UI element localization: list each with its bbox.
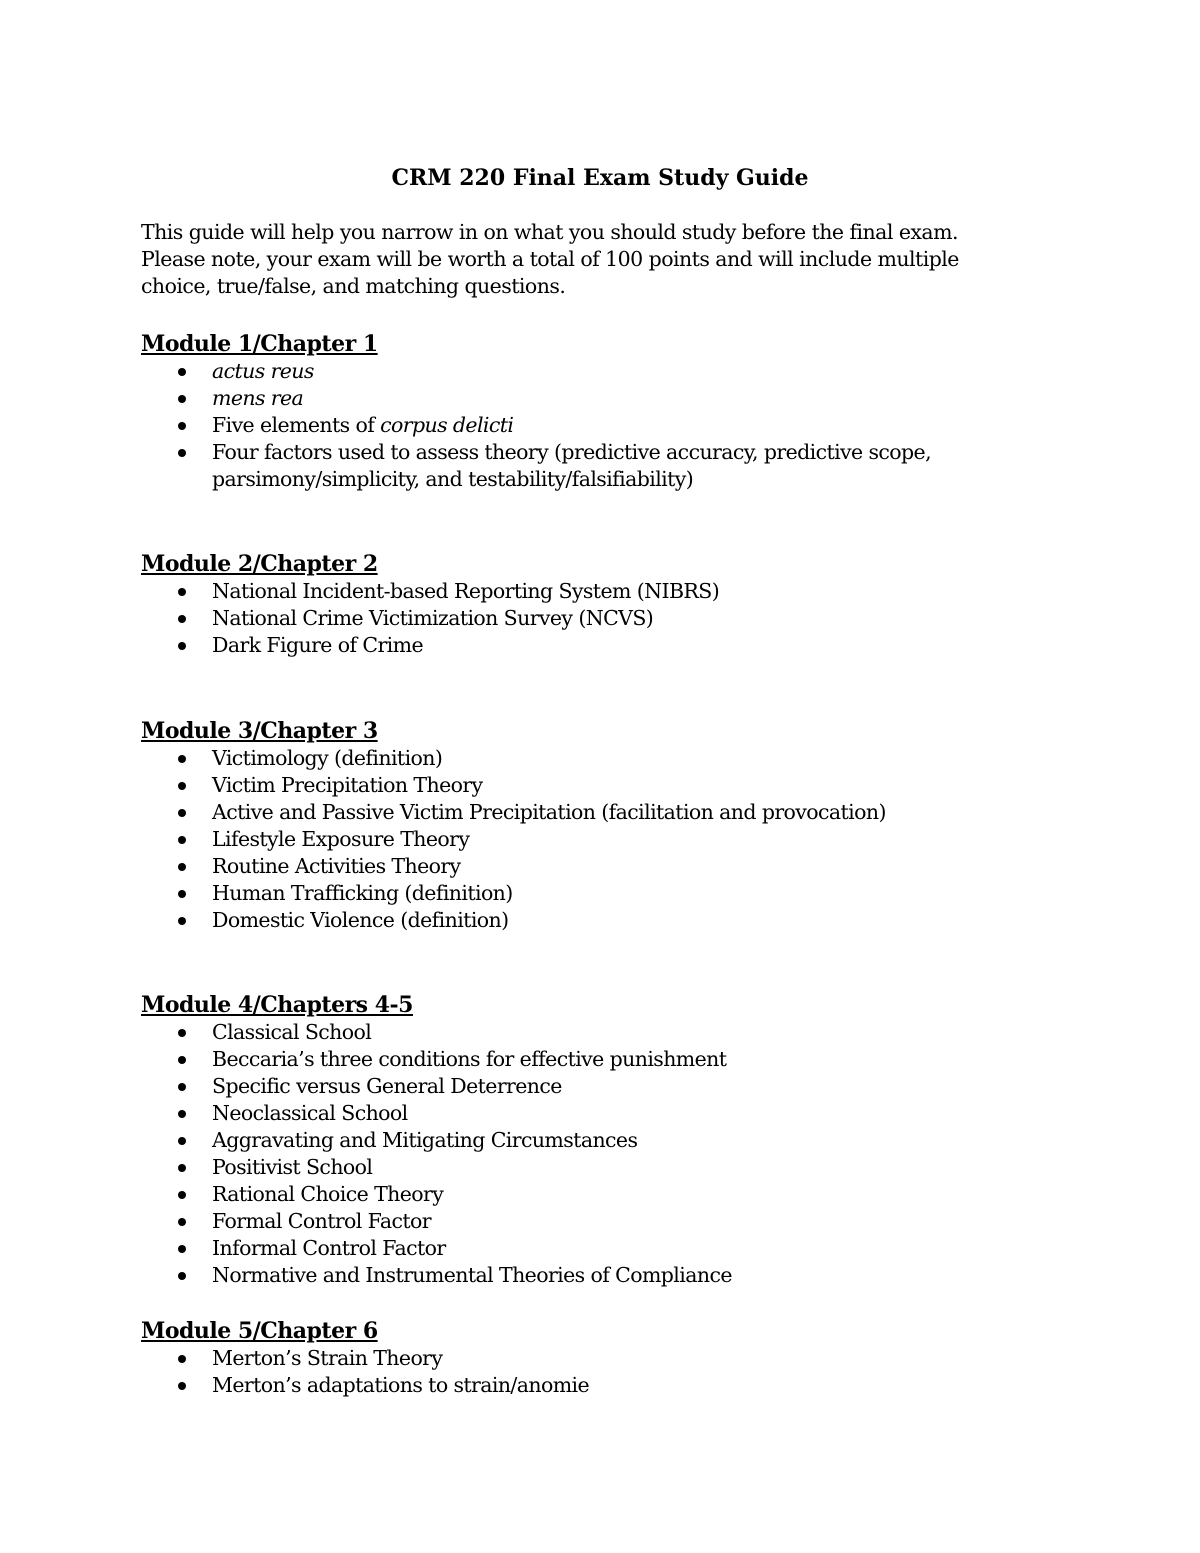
module-heading: Module 5/Chapter 6 xyxy=(141,1318,378,1344)
bullet-icon xyxy=(178,422,186,430)
bullet-list xyxy=(141,1345,1071,1399)
list-item-text: Victimology (definition) xyxy=(212,746,443,770)
module-heading: Module 4/Chapters 4-5 xyxy=(141,992,413,1018)
list-item-text: Specific versus General Deterrence xyxy=(212,1074,562,1098)
bullet-icon xyxy=(178,1382,186,1390)
bullet-icon xyxy=(178,588,186,596)
bullet-list xyxy=(141,358,1071,493)
bullet-icon xyxy=(178,1272,186,1280)
list-item-text: Lifestyle Exposure Theory xyxy=(212,827,470,851)
list-item-text: Rational Choice Theory xyxy=(212,1182,444,1206)
module-heading: Module 3/Chapter 3 xyxy=(141,718,378,744)
bullet-icon xyxy=(178,1355,186,1363)
bullet-icon xyxy=(178,782,186,790)
list-item-text: Neoclassical School xyxy=(212,1101,408,1125)
list-item-text: Victim Precipitation Theory xyxy=(212,773,483,797)
list-item xyxy=(141,578,1071,605)
list-item-text: National Incident-based Reporting System (NIBRS) xyxy=(212,579,720,603)
module-2-section xyxy=(141,551,1071,659)
bullet-icon xyxy=(178,615,186,623)
bullet-icon xyxy=(178,836,186,844)
list-item-text: Human Trafficking (definition) xyxy=(212,881,513,905)
list-item xyxy=(141,1345,1071,1372)
list-item-text: Five elements of corpus delicti xyxy=(212,413,514,437)
module-4-section xyxy=(141,992,1071,1289)
bullet-icon xyxy=(178,1056,186,1064)
module-3-section xyxy=(141,718,1071,934)
list-item-text: Normative and Instrumental Theories of Compliance xyxy=(212,1263,732,1287)
bullet-list xyxy=(141,578,1071,659)
module-1-section xyxy=(141,331,1071,493)
list-item-text: actus reus xyxy=(212,359,314,383)
bullet-icon xyxy=(178,1029,186,1037)
intro-line: Please note, your exam will be worth a total of 100 points and will include multiple xyxy=(141,247,959,271)
bullet-icon xyxy=(178,1191,186,1199)
intro-paragraph xyxy=(141,219,1041,300)
list-item xyxy=(141,1372,1071,1399)
bullet-icon xyxy=(178,890,186,898)
list-item-text: Beccaria’s three conditions for effective punishment xyxy=(212,1047,727,1071)
bullet-icon xyxy=(178,1110,186,1118)
bullet-icon xyxy=(178,449,186,457)
list-item-text: Four factors used to assess theory (predictive accuracy, predictive scope, xyxy=(212,440,931,464)
bullet-icon xyxy=(178,917,186,925)
bullet-icon xyxy=(178,863,186,871)
list-item-text: Dark Figure of Crime xyxy=(212,633,424,657)
list-item xyxy=(141,632,1071,659)
list-item xyxy=(141,1208,1071,1235)
list-item xyxy=(141,412,1071,439)
list-item-text: Merton’s Strain Theory xyxy=(212,1346,443,1370)
list-item xyxy=(141,1154,1071,1181)
bullet-icon xyxy=(178,755,186,763)
intro-line: choice, true/false, and matching questions. xyxy=(141,274,566,298)
bullet-icon xyxy=(178,1164,186,1172)
bullet-list xyxy=(141,1019,1071,1289)
bullet-icon xyxy=(178,1083,186,1091)
list-item xyxy=(141,1073,1071,1100)
list-item-text: parsimony/simplicity, and testability/falsifiability) xyxy=(212,467,694,491)
list-item xyxy=(141,1127,1071,1154)
bullet-icon xyxy=(178,368,186,376)
bullet-icon xyxy=(178,1137,186,1145)
module-heading: Module 2/Chapter 2 xyxy=(141,551,378,577)
list-item xyxy=(141,745,1071,772)
list-item xyxy=(141,880,1071,907)
module-5-section xyxy=(141,1318,1071,1399)
list-item xyxy=(141,1046,1071,1073)
list-item xyxy=(141,1181,1071,1208)
bullet-icon xyxy=(178,395,186,403)
bullet-list xyxy=(141,745,1071,934)
bullet-icon xyxy=(178,1245,186,1253)
list-item-text: Formal Control Factor xyxy=(212,1209,431,1233)
list-item xyxy=(141,799,1071,826)
module-heading: Module 1/Chapter 1 xyxy=(141,331,378,357)
list-item xyxy=(141,385,1071,412)
list-item-text: mens rea xyxy=(212,386,304,410)
list-item xyxy=(141,1235,1071,1262)
list-item xyxy=(141,358,1071,385)
list-item xyxy=(141,1100,1071,1127)
list-item-text: Informal Control Factor xyxy=(212,1236,446,1260)
list-item xyxy=(141,772,1071,799)
list-item-text: Positivist School xyxy=(212,1155,373,1179)
bullet-icon xyxy=(178,809,186,817)
list-item-text: Domestic Violence (definition) xyxy=(212,908,509,932)
list-item xyxy=(141,826,1071,853)
list-item xyxy=(141,439,1071,493)
intro-line: This guide will help you narrow in on what you should study before the final exam. xyxy=(141,220,958,244)
list-item xyxy=(141,605,1071,632)
list-item-text: National Crime Victimization Survey (NCVS) xyxy=(212,606,654,630)
list-item-text: Classical School xyxy=(212,1020,372,1044)
bullet-icon xyxy=(178,1218,186,1226)
page-title: CRM 220 Final Exam Study Guide xyxy=(391,165,809,191)
list-item-text: Merton’s adaptations to strain/anomie xyxy=(212,1373,590,1397)
list-item-text: Routine Activities Theory xyxy=(212,854,461,878)
list-item xyxy=(141,853,1071,880)
bullet-icon xyxy=(178,642,186,650)
list-item-text: Aggravating and Mitigating Circumstances xyxy=(212,1128,638,1152)
list-item xyxy=(141,1019,1071,1046)
list-item-text: Active and Passive Victim Precipitation (facilitation and provocation) xyxy=(212,800,886,824)
list-item xyxy=(141,1262,1071,1289)
list-item xyxy=(141,907,1071,934)
